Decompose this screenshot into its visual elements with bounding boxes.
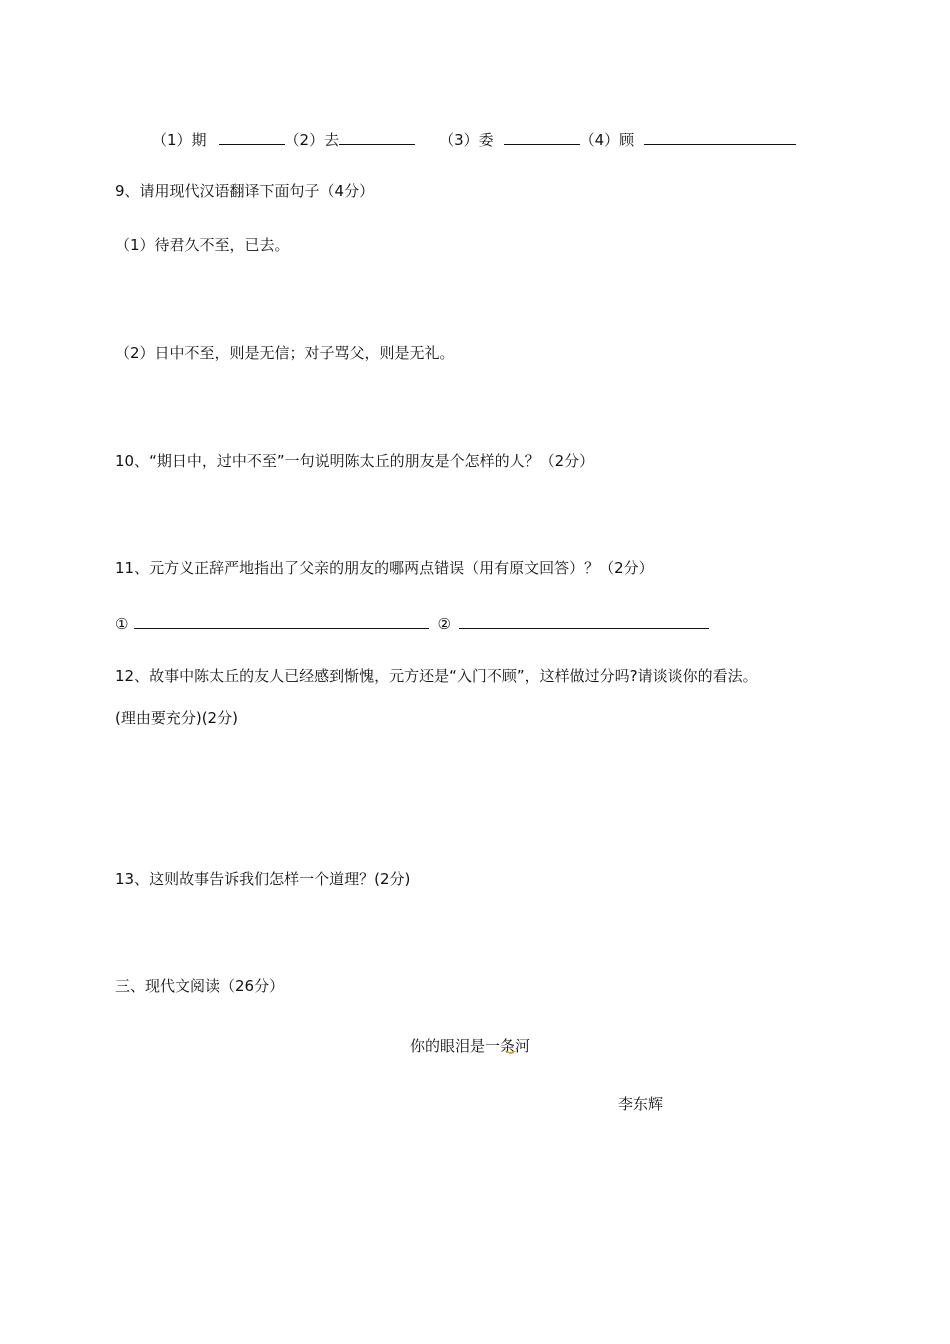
q13-title: 13、这则故事告诉我们怎样一个道理？(2分) — [115, 870, 411, 888]
q8-item-2-label: （2）去 — [284, 131, 340, 149]
q9-sentence-1: （1）待君久不至，已去。 — [115, 236, 290, 254]
q8-row — [152, 128, 796, 150]
q10-title: 10、“期日中，过中不至”一句说明陈太丘的朋友是个怎样的人？（2分） — [115, 452, 595, 470]
q8-item-4-blank[interactable] — [644, 128, 796, 145]
q11-answer-row — [115, 612, 709, 634]
q8-item-2-blank[interactable] — [339, 128, 415, 145]
q11-answer-2-blank[interactable] — [459, 612, 709, 629]
q8-item-1-blank[interactable] — [219, 128, 285, 145]
article-title: 你的眼泪是一条河 — [410, 1037, 531, 1055]
q12-line-2: (理由要充分)(2分) — [115, 709, 238, 727]
q8-item-4-label: （4）顾 — [579, 131, 635, 149]
q12-line-1: 12、故事中陈太丘的友人已经感到惭愧，元方还是“入门不顾”，这样做过分吗?请谈谈你的看法。 — [115, 667, 758, 685]
section-3-title: 三、现代文阅读（26分） — [115, 977, 285, 995]
q11-mark-1: ① — [115, 615, 129, 633]
q9-title: 9、请用现代汉语翻译下面句子（4分） — [115, 182, 375, 200]
q9-sentence-2: （2）日中不至，则是无信；对子骂父，则是无礼。 — [115, 344, 455, 362]
article-author: 李东辉 — [618, 1095, 664, 1113]
q8-item-3-label: （3）委 — [439, 131, 494, 149]
q8-item-1-label: （1）期 — [152, 131, 207, 149]
q11-title: 11、元方义正辞严地指出了父亲的朋友的哪两点错误（用有原文回答）？（2分） — [115, 559, 654, 577]
q11-answer-1-blank[interactable] — [134, 612, 429, 629]
q8-item-3-blank[interactable] — [504, 128, 580, 145]
q11-mark-2: ② — [437, 615, 451, 633]
